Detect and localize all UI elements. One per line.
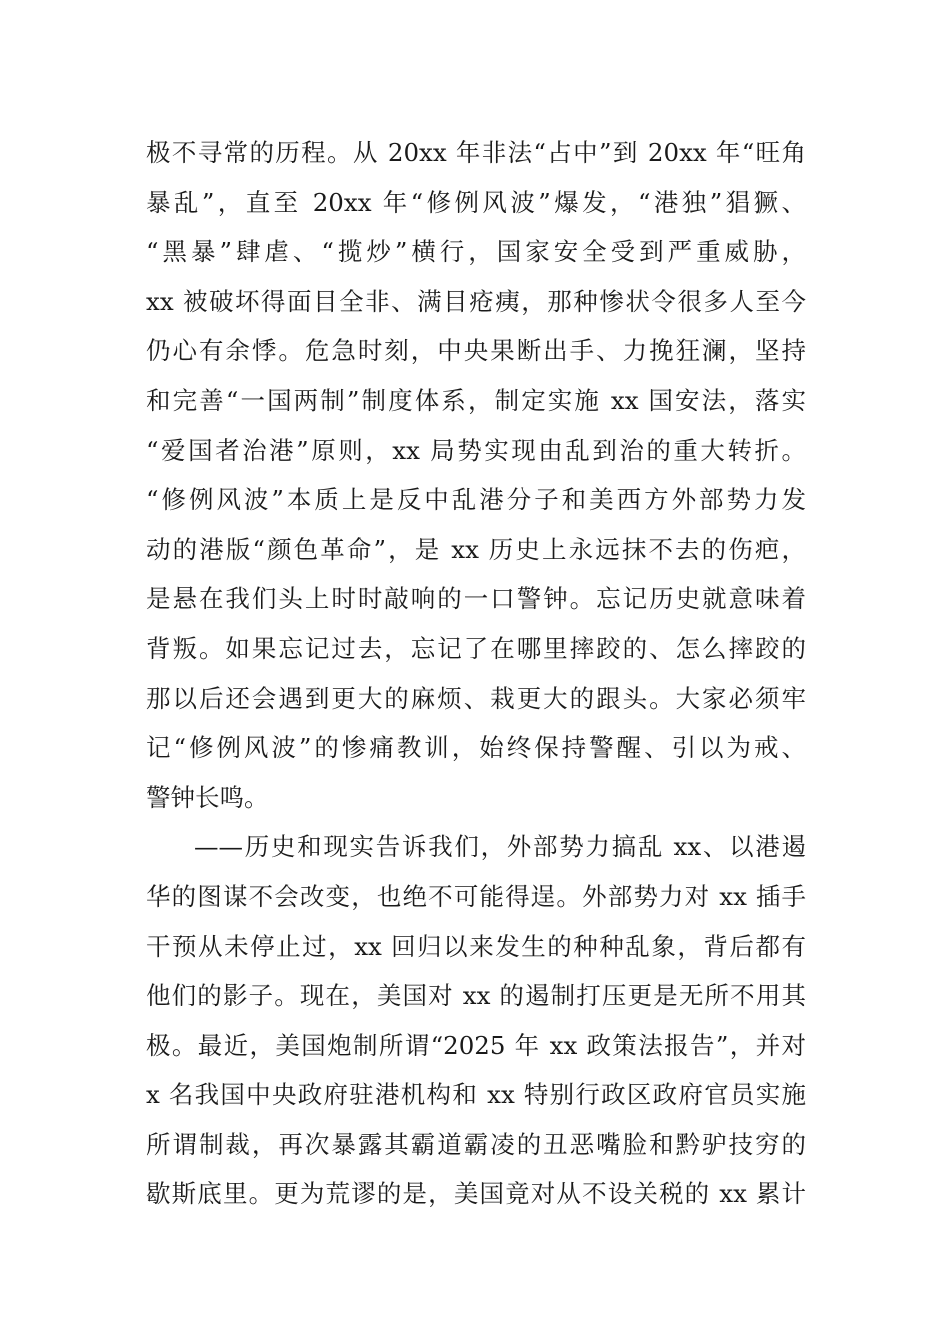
text-line: 动的港版“颜色革命”，是 xx 历史上永远抹不去的伤疤， [146, 534, 806, 564]
paragraph-first-line: ——历史和现实告诉我们，外部势力搞乱 xx、以港遏 [194, 832, 806, 862]
text-line: 华的图谋不会改变，也绝不可能得逞。外部势力对 xx 插手 [146, 881, 806, 911]
text-line: 记“修例风波”的惨痛教训，始终保持警醒、引以为戒、 [146, 733, 806, 763]
text-line: “修例风波”本质上是反中乱港分子和美西方外部势力发 [146, 485, 806, 515]
text-line: 极。最近，美国炮制所谓“2025 年 xx 政策法报告”，并对 [146, 1030, 806, 1060]
text-line: 警钟长鸣。 [146, 782, 269, 812]
text-line: xx 被破坏得面目全非、满目疮痍，那种惨状令很多人至今 [146, 286, 806, 316]
text-line: 是悬在我们头上时时敲响的一口警钟。忘记历史就意味着 [146, 584, 806, 614]
text-line: 极不寻常的历程。从 20xx 年非法“占中”到 20xx 年“旺角 [146, 138, 806, 167]
text-line: “爱国者治港”原则，xx 局势实现由乱到治的重大转折。 [146, 435, 806, 465]
text-line: 干预从未停止过，xx 回归以来发生的种种乱象，背后都有 [146, 931, 806, 961]
text-line: 和完善“一国两制”制度体系，制定实施 xx 国安法，落实 [146, 385, 806, 415]
text-line: 歇斯底里。更为荒谬的是，美国竟对从不设关税的 xx 累计 [146, 1179, 806, 1209]
text-line: “黑暴”肆虐、“揽炒”横行，国家安全受到严重威胁， [146, 237, 806, 267]
text-line: 所谓制裁，再次暴露其霸道霸凌的丑恶嘴脸和黔驴技穷的 [146, 1129, 806, 1159]
text-line: 暴乱”，直至 20xx 年“修例风波”爆发，“港独”猖獗、 [146, 187, 806, 217]
text-line: x 名我国中央政府驻港机构和 xx 特别行政区政府官员实施 [146, 1080, 806, 1110]
text-line: 他们的影子。现在，美国对 xx 的遏制打压更是无所不用其 [146, 981, 806, 1011]
text-line: 那以后还会遇到更大的麻烦、栽更大的跟头。大家必须牢 [146, 683, 806, 713]
body-text [146, 128, 806, 1219]
text-line: 仍心有余悸。危急时刻，中央果断出手、力挽狂澜，坚持 [146, 336, 806, 366]
text-line: 背叛。如果忘记过去，忘记了在哪里摔跤的、怎么摔跤的 [146, 633, 806, 663]
